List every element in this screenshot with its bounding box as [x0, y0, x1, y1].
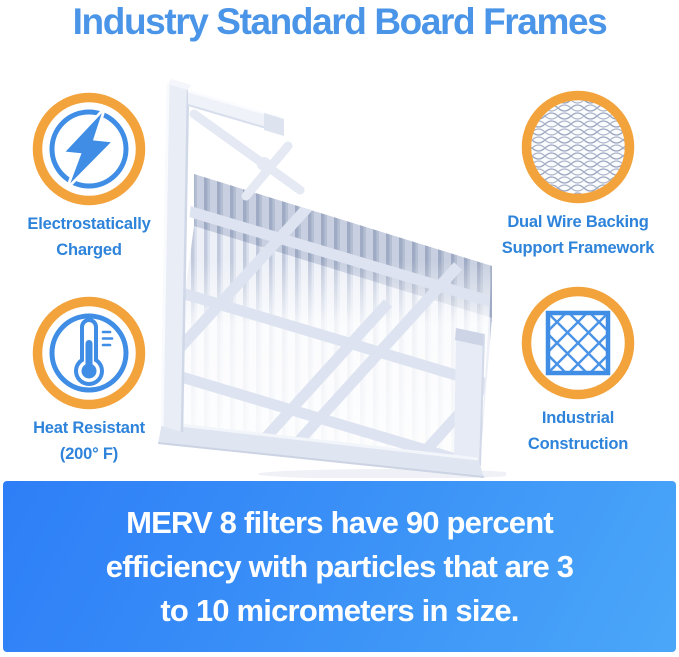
lightning-bolt-icon [30, 90, 148, 208]
banner-text-line: MERV 8 filters have 90 percent [126, 504, 553, 540]
feature-industrial-construction [492, 284, 664, 457]
feature-dual-wire-backing [492, 88, 664, 261]
air-filter-illustration [158, 74, 506, 478]
feature-label: Dual Wire Backing Support Framework [501, 213, 655, 257]
banner-text-line: to 10 micrometers in size. [160, 592, 519, 628]
feature-label: Electrostatically Charged [27, 215, 151, 259]
wire-mesh-icon [519, 88, 637, 206]
feature-electrostatically-charged [3, 90, 175, 263]
feature-label: Industrial Construction [527, 409, 629, 453]
merv-rating-banner [3, 481, 676, 652]
page-title: Industry Standard Board Frames [72, 1, 607, 42]
lattice-grid-icon [519, 284, 637, 402]
thermometer-icon [30, 294, 148, 412]
banner-text-line: efficiency with particles that are 3 [105, 548, 574, 584]
feature-heat-resistant [3, 294, 175, 467]
feature-label: Heat Resistant (200° F) [33, 419, 145, 463]
